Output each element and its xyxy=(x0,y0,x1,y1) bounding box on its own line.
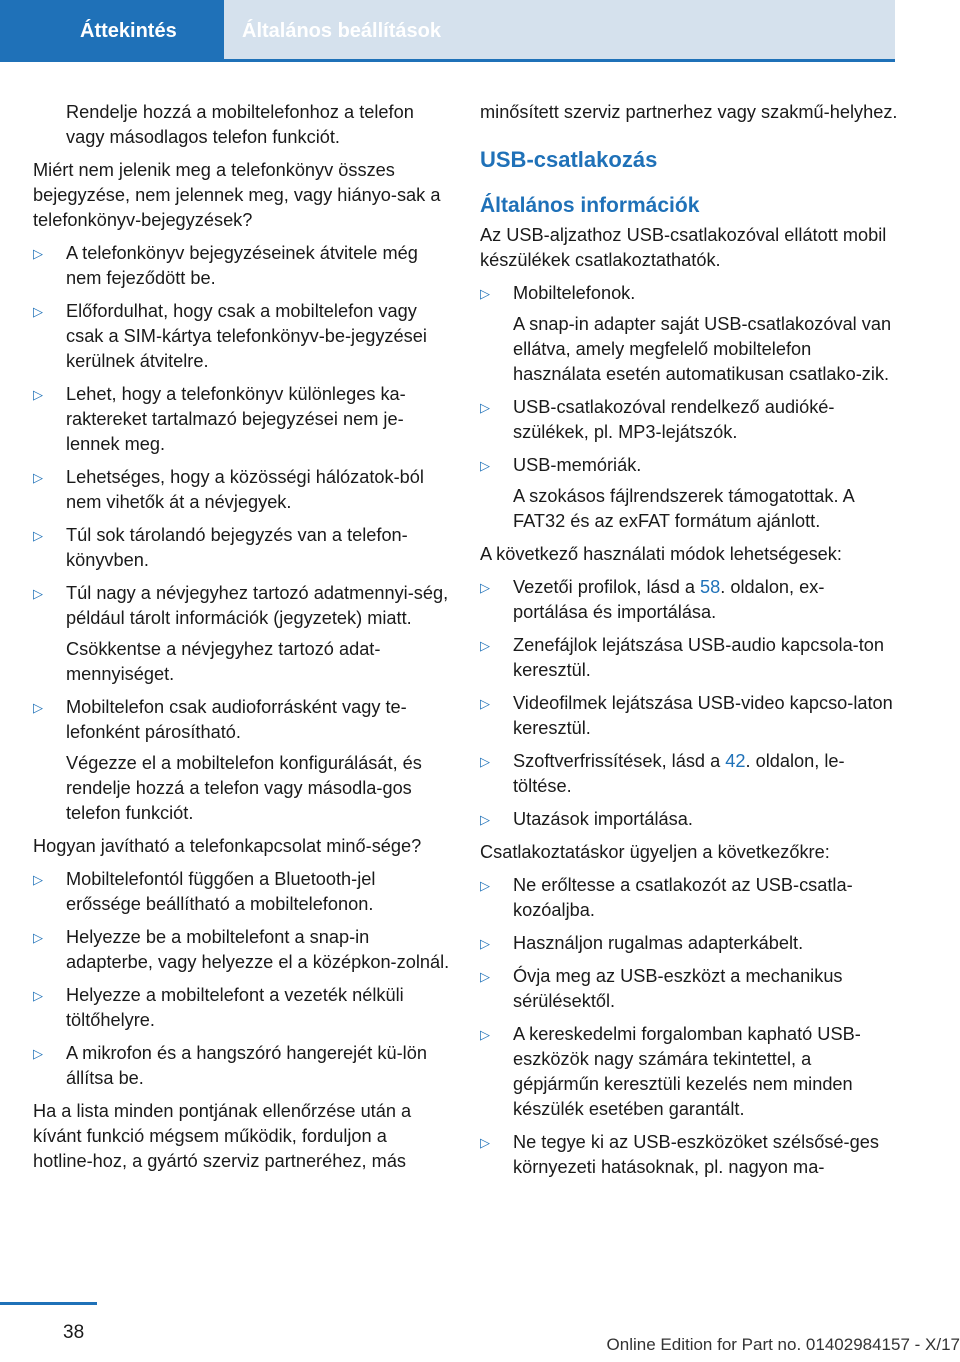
triangle-bullet-icon: ▷ xyxy=(480,878,490,893)
page-link-42[interactable]: 42 xyxy=(725,751,746,771)
tab-general-settings[interactable]: Általános beállítások xyxy=(242,20,441,42)
triangle-bullet-icon: ▷ xyxy=(480,400,490,415)
list-item: ▷ Utazások importálása. xyxy=(480,807,898,832)
list-item-note: Végezze el a mobiltelefon konfigurálását, és rendelje hozzá a telefon vagy másodla-gos telefon funkciót. xyxy=(66,753,422,823)
triangle-bullet-icon: ▷ xyxy=(480,1027,490,1042)
paragraph: Az USB-aljzathoz USB-csatlakozóval ellátott mobil készülékek csatlakoztathatók. xyxy=(480,225,887,270)
list-item: ▷ Mobiltelefontól függően a Bluetooth-jel erőssége beállítható a mobiltelefonon. xyxy=(33,869,376,914)
triangle-bullet-icon: ▷ xyxy=(480,696,490,711)
triangle-bullet-icon: ▷ xyxy=(480,812,490,827)
list-item: ▷ USB-memóriák. xyxy=(480,453,898,478)
list-item: ▷ Videofilmek lejátszása USB-video kapcso-laton keresztül. xyxy=(480,693,893,738)
triangle-bullet-icon: ▷ xyxy=(33,246,43,261)
triangle-bullet-icon: ▷ xyxy=(33,528,43,543)
triangle-bullet-icon: ▷ xyxy=(480,286,490,301)
triangle-bullet-icon: ▷ xyxy=(480,1135,490,1150)
list-item: ▷ Helyezze a mobiltelefont a vezeték nélküli töltőhelyre. xyxy=(33,985,404,1030)
triangle-bullet-icon: ▷ xyxy=(33,470,43,485)
right-column xyxy=(480,100,898,1188)
triangle-bullet-icon: ▷ xyxy=(33,304,43,319)
list-item: ▷ Mobiltelefon csak audioforrásként vagy te-lefonként párosítható. xyxy=(33,697,407,742)
tab-overview[interactable]: Áttekintés xyxy=(0,0,224,62)
page-link-58[interactable]: 58 xyxy=(700,577,721,597)
paragraph: Ha a lista minden pontjának ellenőrzése után a kívánt funkció mégsem működik, forduljon a hotline-hoz, a gyártó szerviz partneréhez, más xyxy=(33,1101,412,1171)
list-item: ▷ A telefonkönyv bejegyzéseinek átvitele még nem fejeződött be. xyxy=(33,243,418,288)
page-number: 38 xyxy=(63,1322,85,1343)
paragraph: Rendelje hozzá a mobiltelefonhoz a telefon vagy másodlagos telefon funkciót. xyxy=(66,102,414,147)
list-item: ▷ A mikrofon és a hangszóró hangerejét kü-lön állítsa be. xyxy=(33,1043,427,1088)
paragraph: minősített szerviz partnerhez vagy szakmű-helyhez. xyxy=(480,102,898,122)
triangle-bullet-icon: ▷ xyxy=(33,586,43,601)
question-heading: Hogyan javítható a telefonkapcsolat minő-sége? xyxy=(33,836,422,856)
footer-rule xyxy=(0,1302,97,1305)
edition-footer: Online Edition for Part no. 01402984157 - X/17 xyxy=(606,1335,960,1354)
list-item-note: Csökkentse a névjegyhez tartozó adat-mennyiséget. xyxy=(66,639,381,684)
list-item: ▷ Szoftverfrissítések, lásd a 42. oldalon, le-töltése. xyxy=(480,751,845,796)
paragraph: A következő használati módok lehetségesek: xyxy=(480,544,842,564)
section-heading: USB-csatlakozás xyxy=(480,147,658,172)
list-item: ▷ USB-csatlakozóval rendelkező audióké-szülékek, pl. MP3-lejátszók. xyxy=(480,397,835,442)
triangle-bullet-icon: ▷ xyxy=(480,969,490,984)
triangle-bullet-icon: ▷ xyxy=(33,872,43,887)
list-item: ▷ Zenefájlok lejátszása USB-audio kapcsola-ton keresztül. xyxy=(480,635,885,680)
triangle-bullet-icon: ▷ xyxy=(33,930,43,945)
left-column xyxy=(33,100,451,1182)
list-item: ▷ A kereskedelmi forgalomban kapható USB-eszközök nagy számára tekintettel, a gépjárműn keresztüli kezelés nem minden készülék esetében garantált. xyxy=(480,1024,861,1119)
list-item: ▷ Vezetői profilok, lásd a 58. oldalon, ex-portálása és importálása. xyxy=(480,577,825,622)
list-item: ▷ Ne erőltesse a csatlakozót az USB-csatla-kozóaljba. xyxy=(480,875,853,920)
page-header xyxy=(0,0,895,62)
triangle-bullet-icon: ▷ xyxy=(480,936,490,951)
list-item: ▷ Mobiltelefonok. xyxy=(480,281,898,306)
triangle-bullet-icon: ▷ xyxy=(33,700,43,715)
paragraph: Csatlakoztatáskor ügyeljen a következőkre: xyxy=(480,842,830,862)
list-item: ▷ Lehetséges, hogy a közösségi hálózatok-ból nem vihetők át a névjegyek. xyxy=(33,467,424,512)
triangle-bullet-icon: ▷ xyxy=(480,638,490,653)
list-item: ▷ Túl sok tárolandó bejegyzés van a telefon-könyvben. xyxy=(33,525,408,570)
list-item: ▷ Ne tegye ki az USB-eszközöket szélsősé-ges környezeti hatásoknak, pl. nagyon ma- xyxy=(480,1132,879,1177)
triangle-bullet-icon: ▷ xyxy=(33,387,43,402)
triangle-bullet-icon: ▷ xyxy=(33,1046,43,1061)
subsection-heading: Általános információk xyxy=(480,194,700,217)
list-item-note: A snap-in adapter saját USB-csatlakozóval van ellátva, amely megfelelő mobiltelefon használata esetén automatikusan csatlako-zik. xyxy=(513,314,892,384)
list-item: ▷ Túl nagy a névjegyhez tartozó adatmennyi-ség, például tárolt információk (jegyzetek) miatt. xyxy=(33,583,449,628)
list-item: ▷ Előfordulhat, hogy csak a mobiltelefon vagy csak a SIM-kártya telefonkönyv-be-jegyzései kerülnek átvitelre. xyxy=(33,301,427,371)
triangle-bullet-icon: ▷ xyxy=(480,754,490,769)
triangle-bullet-icon: ▷ xyxy=(33,988,43,1003)
list-item: ▷ Óvja meg az USB-eszközt a mechanikus sérülésektől. xyxy=(480,966,843,1011)
list-item: ▷ Helyezze be a mobiltelefont a snap-in adapterbe, vagy helyezze el a középkon-zolnál. xyxy=(33,927,450,972)
list-item-note: A szokásos fájlrendszerek támogatottak. A FAT32 és az exFAT formátum ajánlott. xyxy=(513,486,854,531)
list-item: ▷ Lehet, hogy a telefonkönyv különleges ka-raktereket tartalmazó bejegyzései nem je-lennek meg. xyxy=(33,384,406,454)
triangle-bullet-icon: ▷ xyxy=(480,580,490,595)
question-heading: Miért nem jelenik meg a telefonkönyv összes bejegyzése, nem jelennek meg, vagy hiányo-sak a telefonkönyv-bejegyzések? xyxy=(33,160,441,230)
list-item: ▷ Használjon rugalmas adapterkábelt. xyxy=(480,931,898,956)
triangle-bullet-icon: ▷ xyxy=(480,458,490,473)
